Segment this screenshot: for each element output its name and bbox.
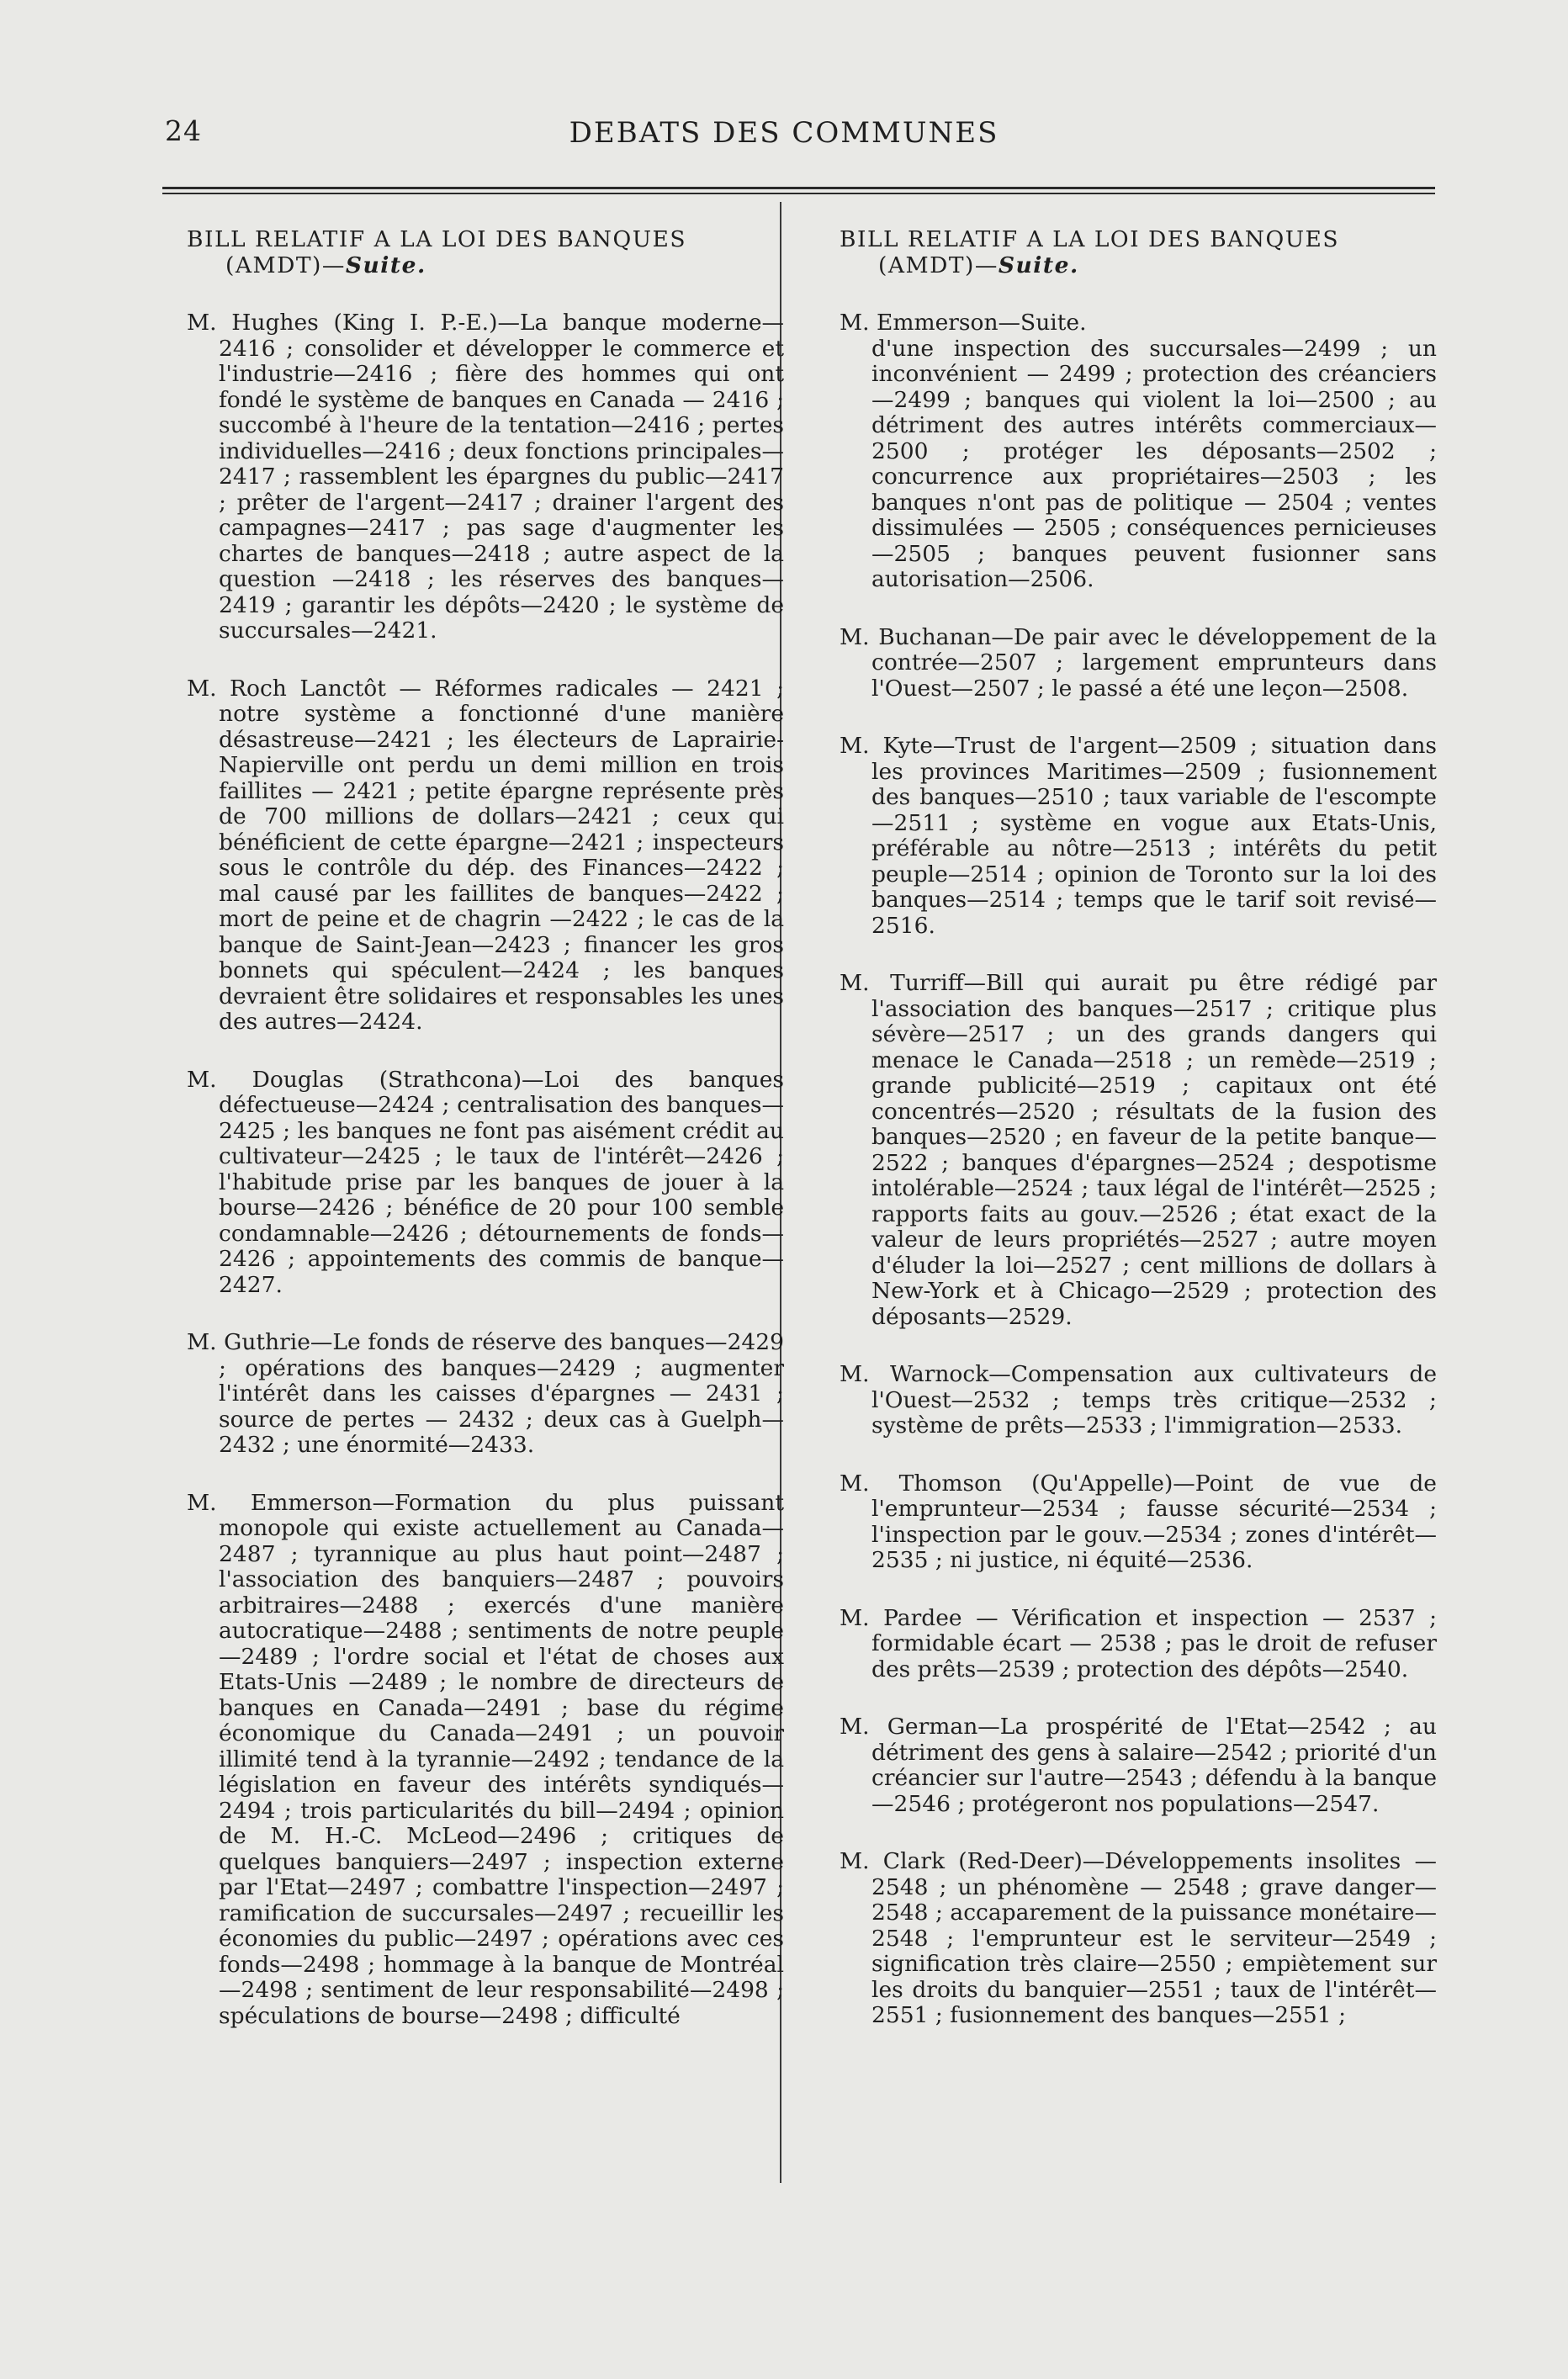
section-heading: [840, 227, 1437, 278]
index-entry: M. Hughes (King I. P.-E.)—La banque moderne—2416 ; consolider et développer le commerce et l'industrie—2416 ; fière des hommes qui ont fondé le système de banques en Canada — 2416 ; succombé à l'heure de la tentation—2416 ; pertes individuelles—2416 ; deux fonctions principales—2417 ; rassemblent les épargnes du public—2417 ; prêter de l'argent—2417 ; drainer l'argent des campagnes—2417 ; pas sage d'augmenter les chartes de banques—2418 ; autre aspect de la question —2418 ; les réserves des banques—2419 ; garantir les dépôts—2420 ; le système de succursales—2421.: [187, 310, 784, 644]
index-entry-speaker: M. Emmerson—Suite.: [840, 310, 1087, 336]
index-entry-continuation: d'une inspection des succursales—2499 ; un inconvénient — 2499 ; protection des créanciers—2499 ; banques qui violent la loi—2500 ; au détriment des autres intérêts commerciaux—2500 ; protéger les déposants—2502 ; concurrence aux propriétaires—2503 ; les banques n'ont pas de politique — 2504 ; ventes dissimulées — 2505 ; conséquences pernicieuses—2505 ; banques peuvent fusionner sans autorisation—2506.: [871, 335, 1437, 592]
index-entry: M. Guthrie—Le fonds de réserve des banques—2429 ; opérations des banques—2429 ; augmenter l'intérêt dans les caisses d'épargnes — 2431 ; source de pertes — 2432 ; deux cas à Guelph—2432 ; une énormité—2433.: [187, 1329, 784, 1458]
index-entry: M. Kyte—Trust de l'argent—2509 ; situation dans les provinces Maritimes—2509 ; fusionnement des banques—2510 ; taux variable de l'escompte—2511 ; système en vogue aux Etats-Unis, préférable au nôtre—2513 ; intérêts du petit peuple—2514 ; opinion de Toronto sur la loi des banques—2514 ; temps que le tarif soit revisé—2516.: [840, 733, 1437, 939]
index-entry: M. Buchanan—De pair avec le développement de la contrée—2507 ; largement emprunteurs dans l'Ouest—2507 ; le passé a été une leçon—2508.: [840, 623, 1437, 702]
section-heading: [187, 227, 784, 278]
index-entry: M. Roch Lanctôt — Réformes radicales — 2421 ; notre système a fonctionné d'une manière désastreuse—2421 ; les électeurs de Laprairie-Napierville ont perdu un demi million en trois faillites — 2421 ; petite épargne représente près de 700 millions de dollars—2421 ; ceux qui bénéficient de cette épargne—2421 ; inspecteurs sous le contrôle du dép. des Finances—2422 ; mal causé par les faillites de banques—2422 ; mort de peine et de chagrin —2422 ; le cas de la banque de Saint-Jean—2423 ; financer les gros bonnets qui spéculent—2424 ; les banques devraient être solidaires et responsables les unes des autres—2424.: [187, 675, 784, 1035]
index-entry: M. Pardee — Vérification et inspection — 2537 ; formidable écart — 2538 ; pas le droit de refuser des prêts—2539 ; protection des dépôts—2540.: [840, 1604, 1437, 1682]
index-entry: M. Emmerson—Formation du plus puissant monopole qui existe actuellement au Canada—2487 ; tyrannique au plus haut point—2487 ; l'association des banquiers—2487 ; pouvoirs arbitraires—2488 ; exercés d'une manière autocratique—2488 ; sentiments de notre peuple—2489 ; l'ordre social et l'état de choses aux Etats-Unis —2489 ; le nombre de directeurs de banques en Canada—2491 ; base du régime économique du Canada—2491 ; un pouvoir illimité tend à la tyrannie—2492 ; tendance de la législation en faveur des intérêts syndiqués—2494 ; trois particularités du bill—2494 ; opinion de M. H.-C. McLeod—2496 ; critiques de quelques banquiers—2497 ; inspection externe par l'Etat—2497 ; combattre l'inspection—2497 ; ramification de succursales—2497 ; recueillir les économies du public—2497 ; opérations avec ces fonds—2498 ; hommage à la banque de Montréal—2498 ; sentiment de leur responsabilité—2498 ; spéculations de bourse—2498 ; difficulté: [187, 1489, 784, 2029]
index-entry: M. German—La prospérité de l'Etat—2542 ; au détriment des gens à salaire—2542 ; priorité d'un créancier sur l'autre—2543 ; défendu à la banque—2546 ; protégeront nos populations—2547.: [840, 1714, 1437, 1817]
index-entry: M. Turriff—Bill qui aurait pu être rédigé par l'association des banques—2517 ; critique plus sévère—2517 ; un des grands dangers qui menace le Canada—2518 ; un remède—2519 ; grande publicité—2519 ; capitaux ont été concentrés—2520 ; résultats de la fusion des banques—2520 ; en faveur de la petite banque—2522 ; banques d'épargnes—2524 ; despotisme intolérable—2524 ; taux légal de l'intérêt—2525 ; rapports faits au gouv.—2526 ; état exact de la valeur de leurs propriétés—2527 ; autre moyen d'éluder la loi—2527 ; cent millions de dollars à New-York et à Chicago—2529 ; protection des déposants—2529.: [840, 970, 1437, 1330]
header-rule: [162, 187, 1435, 194]
section-heading-text: BILL RELATIF A LA LOI DES BANQUES (AMDT)—: [840, 226, 1340, 278]
section-heading-suite: Suite.: [998, 252, 1079, 278]
index-entry: M. Douglas (Strathcona)—Loi des banques défectueuse—2424 ; centralisation des banques—2425 ; les banques ne font pas aisément crédit au cultivateur—2425 ; le taux de l'intérêt—2426 ; l'habitude prise par les banques de jouer à la bourse—2426 ; bénéfice de 20 pour 100 semble condamnable—2426 ; détournements de fonds—2426 ; appointements des commis de banque—2427.: [187, 1066, 784, 1298]
page-number: 24: [165, 114, 202, 147]
right-column: [840, 227, 1437, 2061]
running-title: DEBATS DES COMMUNES: [569, 116, 999, 150]
index-entry: M. Warnock—Compensation aux cultivateurs de l'Ouest—2532 ; temps très critique—2532 ; système de prêts—2533 ; l'immigration—2533.: [840, 1361, 1437, 1439]
index-entry: M. Clark (Red-Deer)—Développements insolites — 2548 ; un phénomène — 2548 ; grave danger—2548 ; accaparement de la puissance monétaire—2548 ; l'emprunteur est le serviteur—2549 ; signification très claire—2550 ; empiètement sur les droits du banquier—2551 ; taux de l'intérêt—2551 ; fusionnement des banques—2551 ;: [840, 1848, 1437, 2028]
left-column: [187, 227, 784, 2061]
index-entry: M. Thomson (Qu'Appelle)—Point de vue de l'emprunteur—2534 ; fausse sécurité—2534 ; l'inspection par le gouv.—2534 ; zones d'intérêt—2535 ; ni justice, ni équité—2536.: [840, 1470, 1437, 1573]
section-heading-text: BILL RELATIF A LA LOI DES BANQUES (AMDT)—: [187, 226, 687, 278]
section-heading-suite: Suite.: [345, 252, 426, 278]
